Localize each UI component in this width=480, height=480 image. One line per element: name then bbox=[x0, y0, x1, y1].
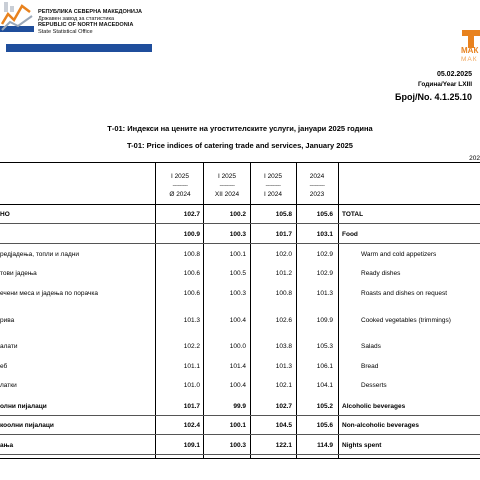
row-value: 104.5 bbox=[275, 422, 292, 429]
org-subname-en: State Statistical Office bbox=[38, 28, 93, 35]
row-value: 109.1 bbox=[183, 442, 200, 449]
row-value: 105.2 bbox=[316, 403, 333, 410]
organization-name bbox=[38, 9, 142, 35]
row-value: 102.9 bbox=[316, 251, 333, 258]
row-label-en: Alcoholic beverages bbox=[342, 403, 406, 410]
column-header-top: 2024 bbox=[309, 173, 325, 180]
table-row bbox=[0, 442, 480, 454]
row-value: 105.6 bbox=[316, 422, 333, 429]
column-header bbox=[160, 172, 200, 199]
row-value: 100.4 bbox=[229, 317, 246, 324]
row-value: 101.1 bbox=[183, 363, 200, 370]
row-value: 101.3 bbox=[275, 363, 292, 370]
row-label-mk: тови јадења bbox=[0, 270, 37, 277]
row-label-mk: коолни пијалаци bbox=[0, 422, 54, 429]
row-value: 100.8 bbox=[275, 290, 292, 297]
header-blue-bar bbox=[6, 44, 152, 52]
table-row bbox=[0, 382, 480, 394]
column-header-top: I 2025 bbox=[217, 173, 237, 180]
row-value: 102.1 bbox=[275, 382, 292, 389]
table-row bbox=[0, 363, 480, 375]
column-header-dash: --------- bbox=[309, 182, 325, 189]
row-label-en: Cooked vegetables (trimmings) bbox=[361, 317, 451, 324]
row-value: 109.9 bbox=[316, 317, 333, 324]
row-value: 114.9 bbox=[317, 442, 333, 449]
column-header bbox=[298, 172, 336, 199]
row-value: 100.2 bbox=[229, 211, 246, 218]
header-rule bbox=[0, 204, 480, 205]
row-value: 105.6 bbox=[316, 211, 333, 218]
row-label-mk: ечени меса и јадења по порачка bbox=[0, 290, 98, 297]
row-label-en: Ready dishes bbox=[361, 270, 401, 277]
column-header-dash: --------- bbox=[172, 182, 188, 189]
table-title-en: T-01: Price indices of catering trade and services, January 2025 bbox=[127, 141, 353, 150]
row-value: 105.3 bbox=[316, 343, 333, 350]
row-rule bbox=[0, 434, 480, 435]
table-title-mk: Т-01: Индекси на цените на угостителските услуги, јануари 2025 година bbox=[107, 124, 373, 133]
row-value: 102.0 bbox=[275, 251, 292, 258]
row-value: 101.2 bbox=[275, 270, 292, 277]
row-value: 102.7 bbox=[275, 403, 292, 410]
row-value: 102.9 bbox=[316, 270, 333, 277]
state-statistical-office-logo bbox=[0, 0, 35, 40]
row-value: 102.7 bbox=[183, 211, 200, 218]
row-value: 100.4 bbox=[229, 382, 246, 389]
column-header-bottom: XII 2024 bbox=[214, 191, 240, 198]
row-value: 100.3 bbox=[229, 442, 246, 449]
column-header-bottom: 2023 bbox=[309, 191, 325, 198]
row-value: 104.1 bbox=[316, 382, 333, 389]
row-label-mk: редјадења, топли и ладни bbox=[0, 251, 79, 258]
row-label-en: Salads bbox=[361, 343, 381, 350]
row-label-mk: олни пијалаци bbox=[0, 403, 47, 410]
column-header bbox=[252, 172, 294, 199]
row-label-en: Food bbox=[342, 231, 358, 238]
release-date: 05.02.2025 bbox=[436, 71, 472, 78]
row-value: 100.0 bbox=[229, 343, 246, 350]
table-top-rule bbox=[0, 162, 480, 163]
row-value: 100.3 bbox=[229, 231, 246, 238]
row-label-en: Warm and cold appetizers bbox=[361, 251, 437, 258]
row-value: 100.6 bbox=[183, 270, 200, 277]
corner-note: 202 bbox=[469, 155, 480, 162]
row-value: 100.6 bbox=[183, 290, 200, 297]
row-label-mk: еб bbox=[0, 363, 8, 370]
table-row bbox=[0, 231, 480, 243]
row-value: 101.7 bbox=[183, 403, 200, 410]
row-value: 106.1 bbox=[316, 363, 333, 370]
row-value: 99.9 bbox=[233, 403, 246, 410]
org-name-mk: РЕПУБЛИКА СЕВЕРНА МАКЕДОНИЈА bbox=[38, 9, 143, 15]
row-label-en: Nights spent bbox=[342, 442, 382, 449]
column-header-bottom: I 2024 bbox=[263, 191, 283, 198]
row-value: 103.8 bbox=[275, 343, 292, 350]
row-value: 101.7 bbox=[275, 231, 292, 238]
row-value: 103.1 bbox=[316, 231, 333, 238]
row-value: 101.3 bbox=[183, 317, 200, 324]
column-header-top: I 2025 bbox=[263, 173, 283, 180]
brand-text-2: МАК bbox=[461, 56, 478, 63]
release-number: Број/No. 4.1.25.10 bbox=[395, 92, 472, 102]
row-rule bbox=[0, 243, 480, 244]
row-label-en: TOTAL bbox=[342, 211, 364, 218]
row-value: 102.2 bbox=[183, 343, 200, 350]
column-header bbox=[206, 172, 248, 199]
row-value: 101.3 bbox=[316, 290, 333, 297]
row-label-mk: НО bbox=[0, 211, 10, 218]
row-value: 101.4 bbox=[229, 363, 246, 370]
org-subname-mk: Државен завод за статистика bbox=[38, 15, 115, 22]
row-label-mk: алати bbox=[0, 343, 18, 350]
row-value: 101.0 bbox=[183, 382, 200, 389]
column-header-dash: --------- bbox=[219, 182, 235, 189]
row-label-en: Desserts bbox=[361, 382, 387, 389]
row-value: 102.6 bbox=[275, 317, 292, 324]
row-value: 102.4 bbox=[183, 422, 200, 429]
table-bottom-rule bbox=[0, 458, 480, 459]
table-row bbox=[0, 251, 480, 263]
table-row bbox=[0, 403, 480, 415]
row-value: 100.1 bbox=[229, 422, 246, 429]
row-value: 105.8 bbox=[275, 211, 292, 218]
row-value: 100.1 bbox=[229, 251, 246, 258]
release-year: Година/Year LXIII bbox=[418, 81, 472, 88]
table-row bbox=[0, 211, 480, 223]
row-value: 122.1 bbox=[275, 442, 292, 449]
table-row bbox=[0, 290, 480, 302]
row-label-mk: латки bbox=[0, 382, 17, 389]
row-value: 100.8 bbox=[183, 251, 200, 258]
row-label-en: Bread bbox=[361, 363, 379, 370]
row-value: 100.9 bbox=[183, 231, 200, 238]
row-label-mk: рива bbox=[0, 317, 15, 324]
table-row bbox=[0, 270, 480, 282]
table-row bbox=[0, 317, 480, 329]
row-rule bbox=[0, 223, 480, 224]
table-row bbox=[0, 422, 480, 434]
row-rule bbox=[0, 454, 480, 455]
table-row bbox=[0, 343, 480, 355]
row-value: 100.5 bbox=[229, 270, 246, 277]
column-header-bottom: Ø 2024 bbox=[169, 191, 191, 198]
column-header-dash: --------- bbox=[265, 182, 281, 189]
row-label-en: Non-alcoholic beverages bbox=[342, 422, 419, 429]
row-label-en: Roasts and dishes on request bbox=[361, 290, 447, 297]
column-header-top: I 2025 bbox=[170, 173, 190, 180]
row-label-mk: ања bbox=[0, 442, 14, 449]
row-rule bbox=[0, 415, 480, 416]
org-name-en: REPUBLIC OF NORTH MACEDONIA bbox=[38, 22, 134, 29]
brand-text-1: МАК bbox=[461, 46, 479, 55]
row-value: 100.3 bbox=[229, 290, 246, 297]
